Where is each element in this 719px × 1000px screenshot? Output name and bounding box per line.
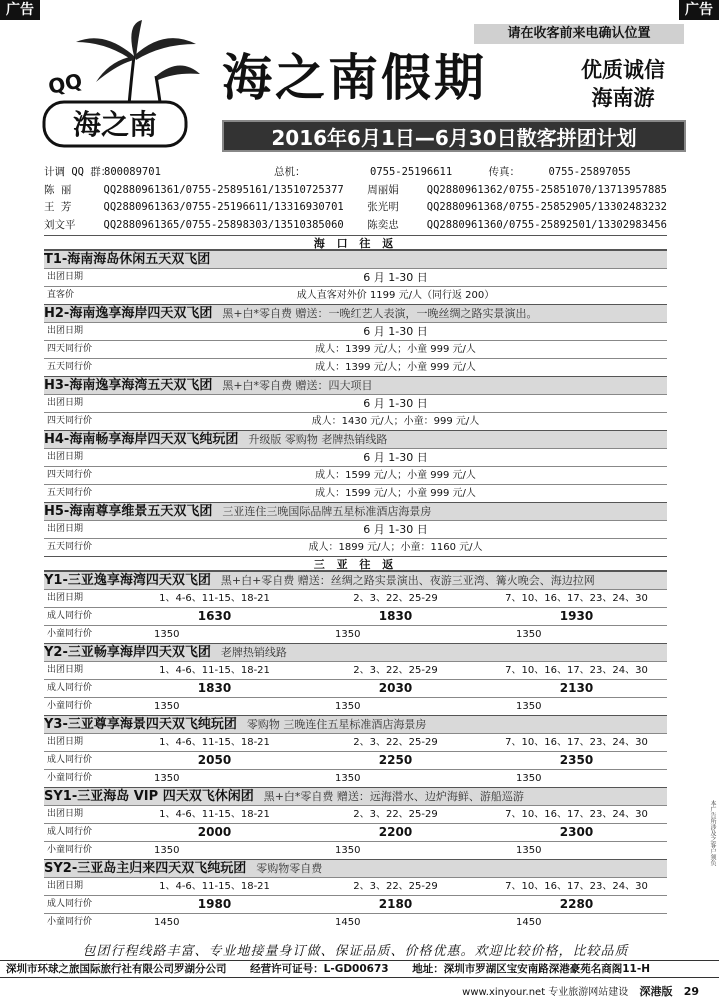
table-row: [44, 751, 667, 769]
table-row: [44, 607, 667, 625]
contact-phones: QQ2880961361/0755-25895161/13510725377: [103, 183, 344, 196]
table-row: [44, 877, 667, 895]
route-header: [44, 250, 667, 268]
row-value: 6 月 1-30 日: [363, 523, 428, 536]
price-cell: 1、4-6、11-15、18-21: [159, 665, 270, 676]
table-row: [44, 268, 667, 286]
row-label: 四天同行价: [47, 344, 93, 354]
fax-label: 传真：: [488, 166, 520, 178]
route-name: T1-海南海岛休闲五天双飞团: [44, 252, 211, 267]
row-value: 成人：1599 元/人；小童 999 元/人: [315, 470, 476, 481]
slogan-line-1: 优质诚信: [581, 58, 665, 82]
route-desc: 零购物零自费: [256, 862, 323, 875]
route-desc: 黑+白*零自费 赠送：远海潜水、边炉海鲜、游船巡游: [263, 790, 524, 803]
contact-name: 陈奕忠: [367, 218, 399, 231]
price-cell: 7、10、16、17、23、24、30: [505, 593, 648, 604]
price-cell: 7、10、16、17、23、24、30: [505, 665, 648, 676]
price-cell: 1、4-6、11-15、18-21: [159, 881, 270, 892]
slogan-line-2: 海南游: [591, 86, 655, 110]
price-cell: 2300: [559, 825, 594, 839]
table-row: [44, 358, 667, 376]
address-bar: [0, 960, 719, 978]
route-name: SY2-三亚岛主归来四天双飞纯玩团: [44, 861, 247, 876]
route-desc: 黑+白*零自费 赠送：一晚红艺人表演，一晚丝绸之路实景演出。: [222, 307, 538, 320]
table-row: [44, 520, 667, 538]
table-row: [44, 394, 667, 412]
table-row: [44, 733, 667, 751]
price-cell: 1450: [335, 917, 361, 928]
route-name: Y2-三亚畅享海岸四天双飞团: [44, 645, 211, 660]
price-cell: 2030: [378, 681, 413, 695]
confirm-notice: 请在收客前来电确认位置: [474, 24, 684, 44]
contact-name: 陈 丽: [44, 183, 72, 196]
switchboard-number: 0755-25196611: [370, 166, 453, 178]
price-cell: 2350: [559, 753, 594, 767]
contact-row: [44, 199, 667, 217]
route-header: [44, 715, 667, 733]
row-label: 出团日期: [47, 665, 84, 675]
route-desc: 黑+白+零自费 赠送：丝绸之路实景演出、夜游三亚湾、篝火晚会、海边拉网: [220, 574, 595, 587]
route-name: H3-海南逸享海湾五天双飞团: [44, 378, 213, 393]
row-label: 小童同行价: [47, 629, 93, 639]
route-desc: 零购物 三晚连住五星标准酒店海景房: [246, 718, 427, 731]
table-row: [44, 841, 667, 859]
site-url: www.xinyour.net 专业旅游网站建设: [462, 987, 629, 998]
contact-row: [44, 217, 667, 235]
contact-name: 刘文平: [44, 218, 76, 231]
route-desc: 升级版 零购物 老牌热销线路: [248, 433, 388, 446]
row-label: 直客价: [47, 290, 75, 300]
price-cell: 7、10、16、17、23、24、30: [505, 737, 648, 748]
route-name: Y3-三亚尊享海景四天双飞纯玩团: [44, 717, 237, 732]
price-cell: 1450: [516, 917, 542, 928]
price-cell: 2、3、22、25-29: [353, 809, 438, 820]
row-value: 成人：1899 元/人；小童：1160 元/人: [308, 542, 483, 553]
row-label: 出团日期: [47, 737, 84, 747]
license-number: 经营许可证号：L-GD00673: [250, 963, 389, 975]
price-cell: 1、4-6、11-15、18-21: [159, 737, 270, 748]
route-name: SY1-三亚海岛 VIP 四天双飞休闲团: [44, 789, 254, 804]
price-cell: 1350: [154, 701, 180, 712]
price-cell: 1350: [516, 773, 542, 784]
price-cell: 1630: [197, 609, 232, 623]
price-cell: 7、10、16、17、23、24、30: [505, 881, 648, 892]
row-label: 出团日期: [47, 326, 84, 336]
contact-row-main: [44, 164, 667, 182]
row-label: 出团日期: [47, 272, 84, 282]
row-label: 成人同行价: [47, 827, 93, 837]
table-row: [44, 538, 667, 556]
route-header: [44, 304, 667, 322]
qq-group-label: 计调 QQ 群：: [44, 166, 112, 178]
row-label: 出团日期: [47, 398, 84, 408]
row-label: 出团日期: [47, 809, 84, 819]
row-value: 成人：1399 元/人；小童 999 元/人: [315, 362, 476, 373]
route-name: H2-海南逸享海岸四天双飞团: [44, 306, 213, 321]
row-value: 成人：1399 元/人；小童 999 元/人: [315, 344, 476, 355]
section-haikou: 海 口 往 返: [44, 235, 667, 250]
route-header: [44, 376, 667, 394]
table-row: [44, 913, 667, 931]
price-cell: 2000: [197, 825, 232, 839]
row-label: 小童同行价: [47, 773, 93, 783]
row-label: 五天同行价: [47, 542, 93, 552]
contact-phones: QQ2880961368/0755-25852905/13302483232: [426, 201, 667, 213]
table-row: [44, 805, 667, 823]
row-value: 6 月 1-30 日: [363, 451, 428, 464]
row-label: 小童同行价: [47, 845, 93, 855]
table-row: [44, 823, 667, 841]
contact-name: 周丽娟: [367, 183, 399, 196]
qq-group-number: 800089701: [104, 166, 161, 178]
price-cell: 1350: [516, 845, 542, 856]
route-header: [44, 859, 667, 877]
company-address: 地址：深圳市罗湖区宝安南路深港豪苑名商阁11-H: [412, 963, 650, 975]
contact-block: [44, 164, 667, 234]
price-cell: 1830: [197, 681, 232, 695]
row-label: 小童同行价: [47, 701, 93, 711]
row-label: 五天同行价: [47, 488, 93, 498]
row-label: 出团日期: [47, 881, 84, 891]
table-row: [44, 322, 667, 340]
palm-tree-logo: [14, 20, 204, 158]
price-cell: 2280: [559, 897, 594, 911]
price-cell: 1350: [335, 773, 361, 784]
price-cell: 7、10、16、17、23、24、30: [505, 809, 648, 820]
table-row: [44, 697, 667, 715]
footer-slogan: 包团行程线路丰富、专业地接量身订做、保证品质、价格优惠。欢迎比较价格，比较品质: [82, 944, 629, 959]
price-cell: 2180: [378, 897, 413, 911]
price-cell: 2、3、22、25-29: [353, 881, 438, 892]
row-value: 成人：1430 元/人；小童：999 元/人: [311, 416, 480, 427]
table-row: [44, 769, 667, 787]
table-row: [44, 466, 667, 484]
route-header: [44, 502, 667, 520]
row-label: 成人同行价: [47, 611, 93, 621]
price-cell: 1350: [335, 845, 361, 856]
route-name: H4-海南畅享海岸四天双飞纯玩团: [44, 432, 239, 447]
logo-sub: QQ: [46, 68, 85, 99]
company-name: 深圳市环球之旅国际旅行社有限公司罗湖分公司: [6, 963, 227, 975]
contact-phones: QQ2880961360/0755-25892501/13302983456: [426, 218, 667, 231]
contact-name: 张光明: [367, 201, 399, 213]
route-header: [44, 430, 667, 448]
row-value: 成人直客对外价 1199 元/人（同行返 200）: [296, 290, 495, 301]
route-desc: 老牌热销线路: [220, 646, 287, 659]
price-cell: 1350: [154, 845, 180, 856]
row-label: 小童同行价: [47, 917, 93, 927]
table-row: [44, 340, 667, 358]
route-name: Y1-三亚逸享海湾四天双飞团: [44, 573, 211, 588]
page-number: 29: [683, 985, 699, 998]
edition-label: 深港版: [639, 985, 673, 998]
price-cell: 1350: [154, 773, 180, 784]
price-cell: 1930: [559, 609, 594, 623]
price-cell: 2、3、22、25-29: [353, 737, 438, 748]
ad-tag-left: 广告: [0, 0, 40, 20]
price-cell: 2250: [378, 753, 413, 767]
row-label: 成人同行价: [47, 899, 93, 909]
contact-phones: QQ2880961365/0755-25898303/13510385060: [103, 218, 344, 231]
row-label: 四天同行价: [47, 470, 93, 480]
row-label: 出团日期: [47, 452, 84, 462]
route-header: [44, 571, 667, 589]
price-cell: 1830: [378, 609, 413, 623]
table-row: [44, 625, 667, 643]
price-cell: 1350: [154, 629, 180, 640]
section-sanya: 三 亚 往 返: [44, 556, 667, 571]
table-row: [44, 286, 667, 304]
row-label: 五天同行价: [47, 362, 93, 372]
table-row: [44, 484, 667, 502]
row-value: 6 月 1-30 日: [363, 325, 428, 338]
page-title: 海之南假期: [222, 48, 487, 107]
price-cell: 1980: [197, 897, 232, 911]
route-desc: 黑+白*零自费 赠送：四大项目: [222, 379, 373, 392]
table-row: [44, 895, 667, 913]
price-cell: 2、3、22、25-29: [353, 593, 438, 604]
price-cell: 2200: [378, 825, 413, 839]
price-cell: 2050: [197, 753, 232, 767]
row-label: 成人同行价: [47, 683, 93, 693]
route-header: [44, 787, 667, 805]
logo-text: 海之南: [72, 108, 158, 141]
fax-number: 0755-25897055: [548, 166, 631, 178]
price-cell: 1350: [516, 701, 542, 712]
price-cell: 1、4-6、11-15、18-21: [159, 809, 270, 820]
price-cell: 1450: [154, 917, 180, 928]
contact-phones: QQ2880961362/0755-25851070/13713957885: [426, 183, 667, 196]
table-row: [44, 589, 667, 607]
routes-table: [44, 235, 667, 931]
schedule-banner: 2016年6月1日—6月30日散客拼团计划: [222, 120, 686, 152]
row-label: 出团日期: [47, 593, 84, 603]
contact-phones: QQ2880961363/0755-25196611/13316930701: [103, 201, 344, 213]
table-row: [44, 448, 667, 466]
row-label: 四天同行价: [47, 416, 93, 426]
contact-people: [44, 182, 667, 235]
row-value: 成人：1599 元/人；小童 999 元/人: [315, 488, 476, 499]
price-cell: 1350: [335, 629, 361, 640]
row-value: 6 月 1-30 日: [363, 271, 428, 284]
price-cell: 2130: [559, 681, 594, 695]
contact-name: 王 芳: [44, 201, 72, 213]
contact-row: [44, 182, 667, 200]
table-row: [44, 412, 667, 430]
price-cell: 1350: [516, 629, 542, 640]
ad-tag-right: 广告: [679, 0, 719, 20]
route-header: [44, 643, 667, 661]
row-label: 成人同行价: [47, 755, 93, 765]
table-row: [44, 679, 667, 697]
price-cell: 1、4-6、11-15、18-21: [159, 593, 270, 604]
side-note: 本广告所涉及之客户须负: [709, 800, 716, 866]
row-value: 6 月 1-30 日: [363, 397, 428, 410]
page-footer: [462, 983, 699, 999]
row-label: 出团日期: [47, 524, 84, 534]
price-cell: 1350: [335, 701, 361, 712]
table-row: [44, 661, 667, 679]
route-name: H5-海南尊享维景五天双飞团: [44, 504, 213, 519]
slogan: [568, 56, 678, 112]
switchboard-label: 总机：: [274, 166, 306, 178]
price-cell: 2、3、22、25-29: [353, 665, 438, 676]
route-desc: 三亚连住三晚国际品牌五星标准酒店海景房: [222, 505, 432, 518]
